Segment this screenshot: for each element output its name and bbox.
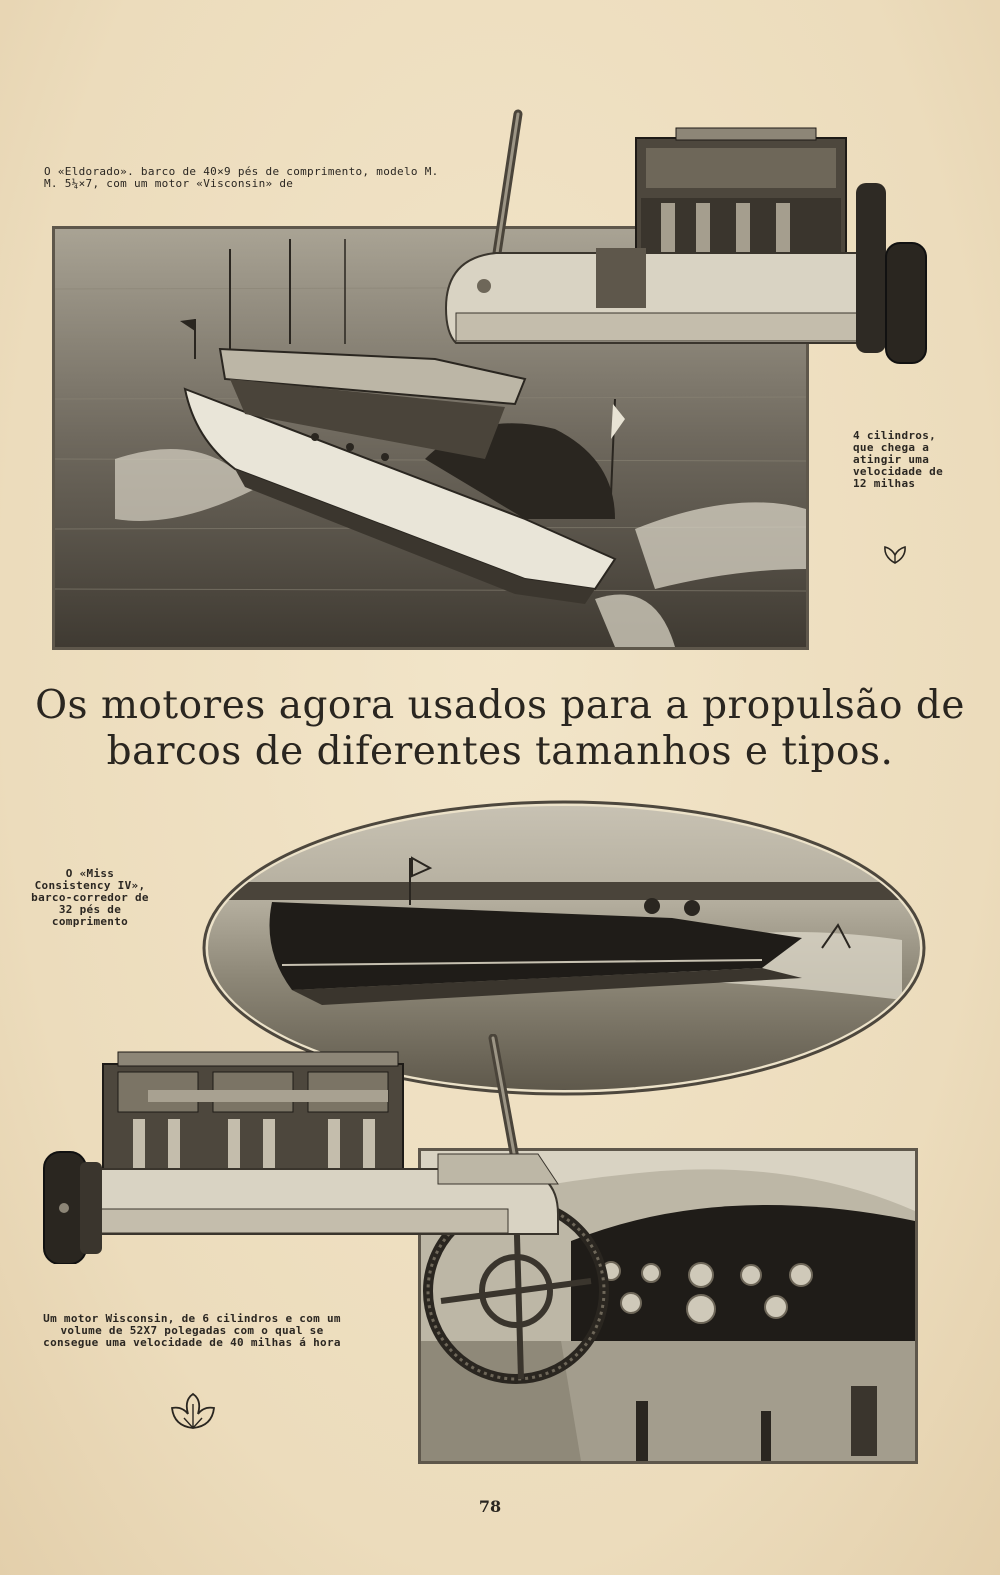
top-caption-left: O «Eldorado». barco de 40×9 pés de comprimento, modelo M. M. 5¼×7, com um motor «Visconsin» de <box>44 165 439 190</box>
page-number: 78 <box>478 1497 502 1516</box>
middle-caption: O «Miss Consistency IV», barco-corredor de 32 pés de comprimento <box>31 867 149 928</box>
headline-line-1: Os motores agora usados para a propulsão de <box>35 683 965 728</box>
top-caption-right: 4 cilindros, que chega a atingir uma velocidade de 12 milhas <box>853 429 943 490</box>
flower-ornament-icon <box>166 1392 220 1432</box>
leaf-ornament-icon <box>882 543 908 565</box>
four-cylinder-engine-illustration <box>436 108 940 370</box>
headline-line-2: barcos de diferentes tamanhos e tipos. <box>106 729 894 774</box>
bottom-caption: Um motor Wisconsin, de 6 cilindros e com um volume de 52X7 polegadas com o qual se consegue uma velocidade de 40 milhas á hora <box>43 1312 341 1349</box>
six-cylinder-engine-illustration <box>38 1034 638 1264</box>
page-headline <box>30 683 970 775</box>
